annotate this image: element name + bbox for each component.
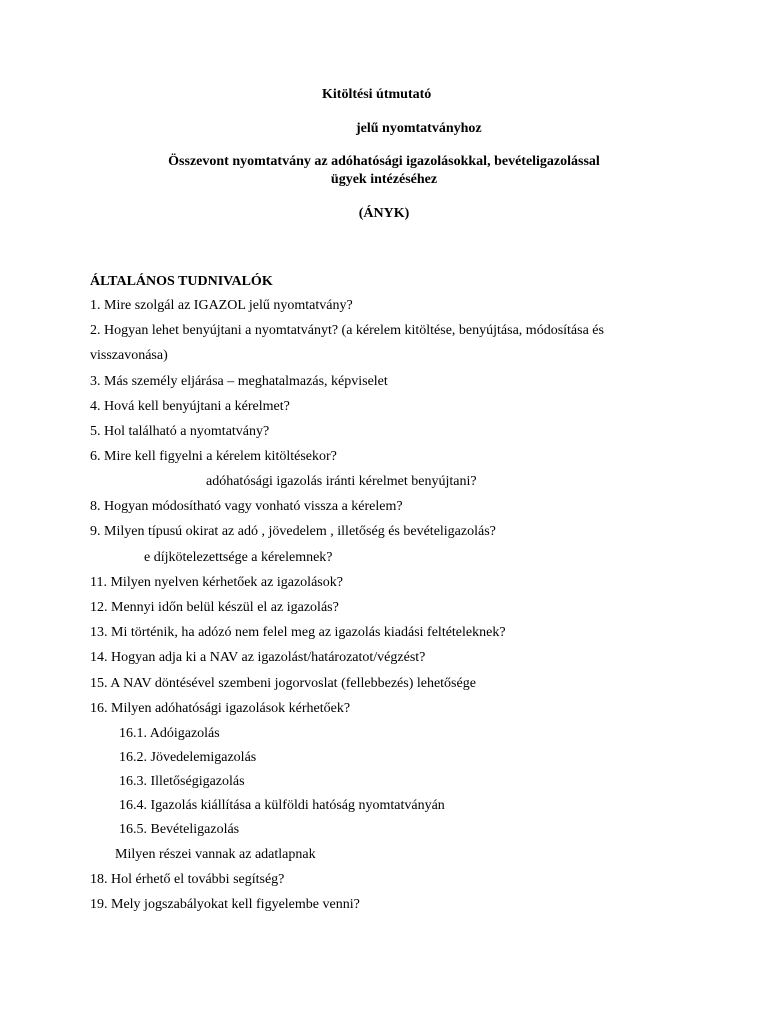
list-item: 18. Hol érhető el további segítség?	[90, 872, 285, 887]
list-item: 2. Hogyan lehet benyújtani a nyomtatványt? (a kérelem kitöltése, benyújtása, módosítása és	[90, 323, 604, 338]
list-item: 3. Más személy eljárása – meghatalmazás, képviselet	[90, 374, 388, 389]
program-name: (ÁNYK)	[358, 206, 410, 221]
sub-list-item: 16.4. Igazolás kiállítása a külföldi hatóság nyomtatványán	[119, 798, 445, 813]
list-item: 8. Hogyan módosítható vagy vonható vissza a kérelem?	[90, 499, 403, 514]
section-heading: ÁLTALÁNOS TUDNIVALÓK	[90, 274, 273, 289]
list-item: 4. Hová kell benyújtani a kérelmet?	[90, 399, 290, 414]
document-description-line2: ügyek intézéséhez	[330, 172, 438, 187]
list-item: 15. A NAV döntésével szembeni jogorvoslat (fellebbezés) lehetősége	[90, 676, 476, 691]
list-item: 14. Hogyan adja ki a NAV az igazolást/határozatot/végzést?	[90, 650, 426, 665]
list-item: 9. Milyen típusú okirat az adó , jövedelem , illetőség és bevételigazolás?	[90, 524, 496, 539]
list-item: e díjkötelezettsége a kérelemnek?	[144, 550, 333, 565]
list-item: 6. Mire kell figyelni a kérelem kitöltésekor?	[90, 449, 337, 464]
list-item: 1. Mire szolgál az IGAZOL jelű nyomtatvány?	[90, 298, 353, 313]
list-item: 19. Mely jogszabályokat kell figyelembe venni?	[90, 897, 360, 912]
list-item: adóhatósági igazolás iránti kérelmet benyújtani?	[206, 474, 477, 489]
sub-list-item: 16.2. Jövedelemigazolás	[119, 750, 257, 765]
list-item: 12. Mennyi időn belül készül el az igazolás?	[90, 600, 339, 615]
document-subtitle: jelű nyomtatványhoz	[356, 121, 482, 136]
sub-list-item: 16.1. Adóigazolás	[119, 726, 220, 741]
document-title: Kitöltési útmutató	[322, 87, 432, 102]
list-item: Milyen részei vannak az adatlapnak	[115, 847, 316, 862]
list-item: 5. Hol található a nyomtatvány?	[90, 424, 270, 439]
list-item-continuation: visszavonása)	[90, 348, 168, 363]
sub-list-item: 16.5. Bevételigazolás	[119, 822, 240, 837]
list-item: 16. Milyen adóhatósági igazolások kérhetőek?	[90, 701, 351, 716]
list-item: 13. Mi történik, ha adózó nem felel meg az igazolás kiadási feltételeknek?	[90, 625, 506, 640]
list-item: 11. Milyen nyelven kérhetőek az igazolások?	[90, 575, 343, 590]
sub-list-item: 16.3. Illetőségigazolás	[119, 774, 245, 789]
document-description-line1: Összevont nyomtatvány az adóhatósági igazolásokkal, bevételigazolással	[168, 154, 600, 169]
